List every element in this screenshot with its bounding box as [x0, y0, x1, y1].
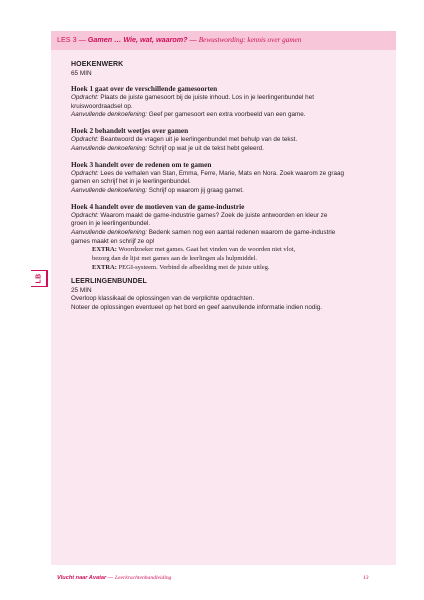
main-content: [71, 60, 381, 312]
lesson-title: Gamen … Wie, wat, waarom?: [87, 35, 188, 44]
section-title-leerlingenbundel: LEERLINGENBUNDEL: [71, 277, 147, 285]
lesson-header: [57, 35, 301, 45]
hoek-3-title: Hoek 3 handelt over de redenen om te gamen: [71, 159, 212, 169]
hoek-3-line: Opdracht: Lees de verhalen van Stan, Emma, Ferre, Marie, Mats en Nora. Zoek waarom ze graag: [71, 169, 344, 177]
footer-book-title: Vlucht naar Avatar: [57, 575, 107, 581]
extra-line: EXTRA: Woordzoeker met games. Gaat het vinden van de woorden niet vlot,: [92, 246, 296, 254]
extra-line: EXTRA: PEGI-systeem. Verbind de afbeelding met de juiste uitleg.: [92, 264, 270, 272]
footer-dash: —: [106, 575, 115, 581]
extra-line: bezorg dan de lijst met games aan de leerlingen als hulpmiddel.: [92, 255, 258, 263]
lb-badge-rule: [47, 270, 48, 287]
hoek-3-line: gamen en schrijf het in je leerlingenbundel.: [71, 178, 191, 186]
lesson-subtitle: Bewustwording: kennis over gamen: [198, 36, 302, 44]
leerlingenbundel-line: Overloop klassikaal de oplossingen van de verplichte opdrachten.: [71, 294, 255, 302]
hoek-1-line: kruiswoordraadsel op.: [71, 102, 133, 110]
hoek-4-title: Hoek 4 handelt over de motieven van de game-industrie: [71, 201, 245, 211]
section-minutes-hoekenwerk: 65 MIN: [71, 70, 92, 77]
section-title-hoekenwerk: HOEKENWERK: [71, 61, 124, 68]
hoek-4-line: games maakt en schrijf ze op!: [71, 237, 155, 245]
hoek-3-line: Aanvullende denkoefening: Schrijf op waarom jij graag gamet.: [71, 186, 244, 194]
hoek-1-line: Aanvullende denkoefening: Geef per gamesoort een extra voorbeeld van een game.: [71, 111, 306, 119]
lb-badge-label: LB: [35, 273, 42, 284]
section-minutes-leerlingenbundel: 25 MIN: [71, 286, 92, 294]
lesson-number: LES 3 —: [57, 35, 86, 44]
leerlingenbundel-line: Noteer de oplossingen eventueel op het bord en geef aanvullende informatie indien nodig.: [71, 303, 323, 311]
hoek-4-line: Opdracht: Waarom maakt de game-industrie games? Zoek de juiste antwoorden en kleur ze: [71, 211, 328, 219]
lb-badge: [31, 270, 47, 287]
hoek-4-line: Aanvullende denkoefening: Bedenk samen nog een aantal redenen waarom de game-industrie: [71, 229, 336, 237]
header-dash: —: [187, 35, 199, 44]
hoek-2-title: Hoek 2 behandelt weetjes over gamen: [71, 126, 189, 136]
hoek-2-line: Opdracht: Beantwoord de vragen uit je leerlingenbundel met behulp van de tekst.: [71, 136, 298, 144]
page-footer: [57, 575, 171, 581]
footer-subtitle: Leerkrachtenhandleiding: [114, 575, 172, 581]
hoek-1-title: Hoek 1 gaat over de verschillende gamesoorten: [71, 84, 218, 93]
hoek-2-line: Aanvullende denkoefening: Schrijf op wat je uit de tekst hebt geleerd.: [71, 144, 264, 152]
hoek-4-line: groen in je leerlingenbundel.: [71, 220, 151, 228]
hoek-1-line: Opdracht: Plaats de juiste gamesoort bij de juiste inhoud. Los in je leerlingenbundel het: [71, 94, 314, 101]
page-number: 13: [363, 575, 369, 581]
